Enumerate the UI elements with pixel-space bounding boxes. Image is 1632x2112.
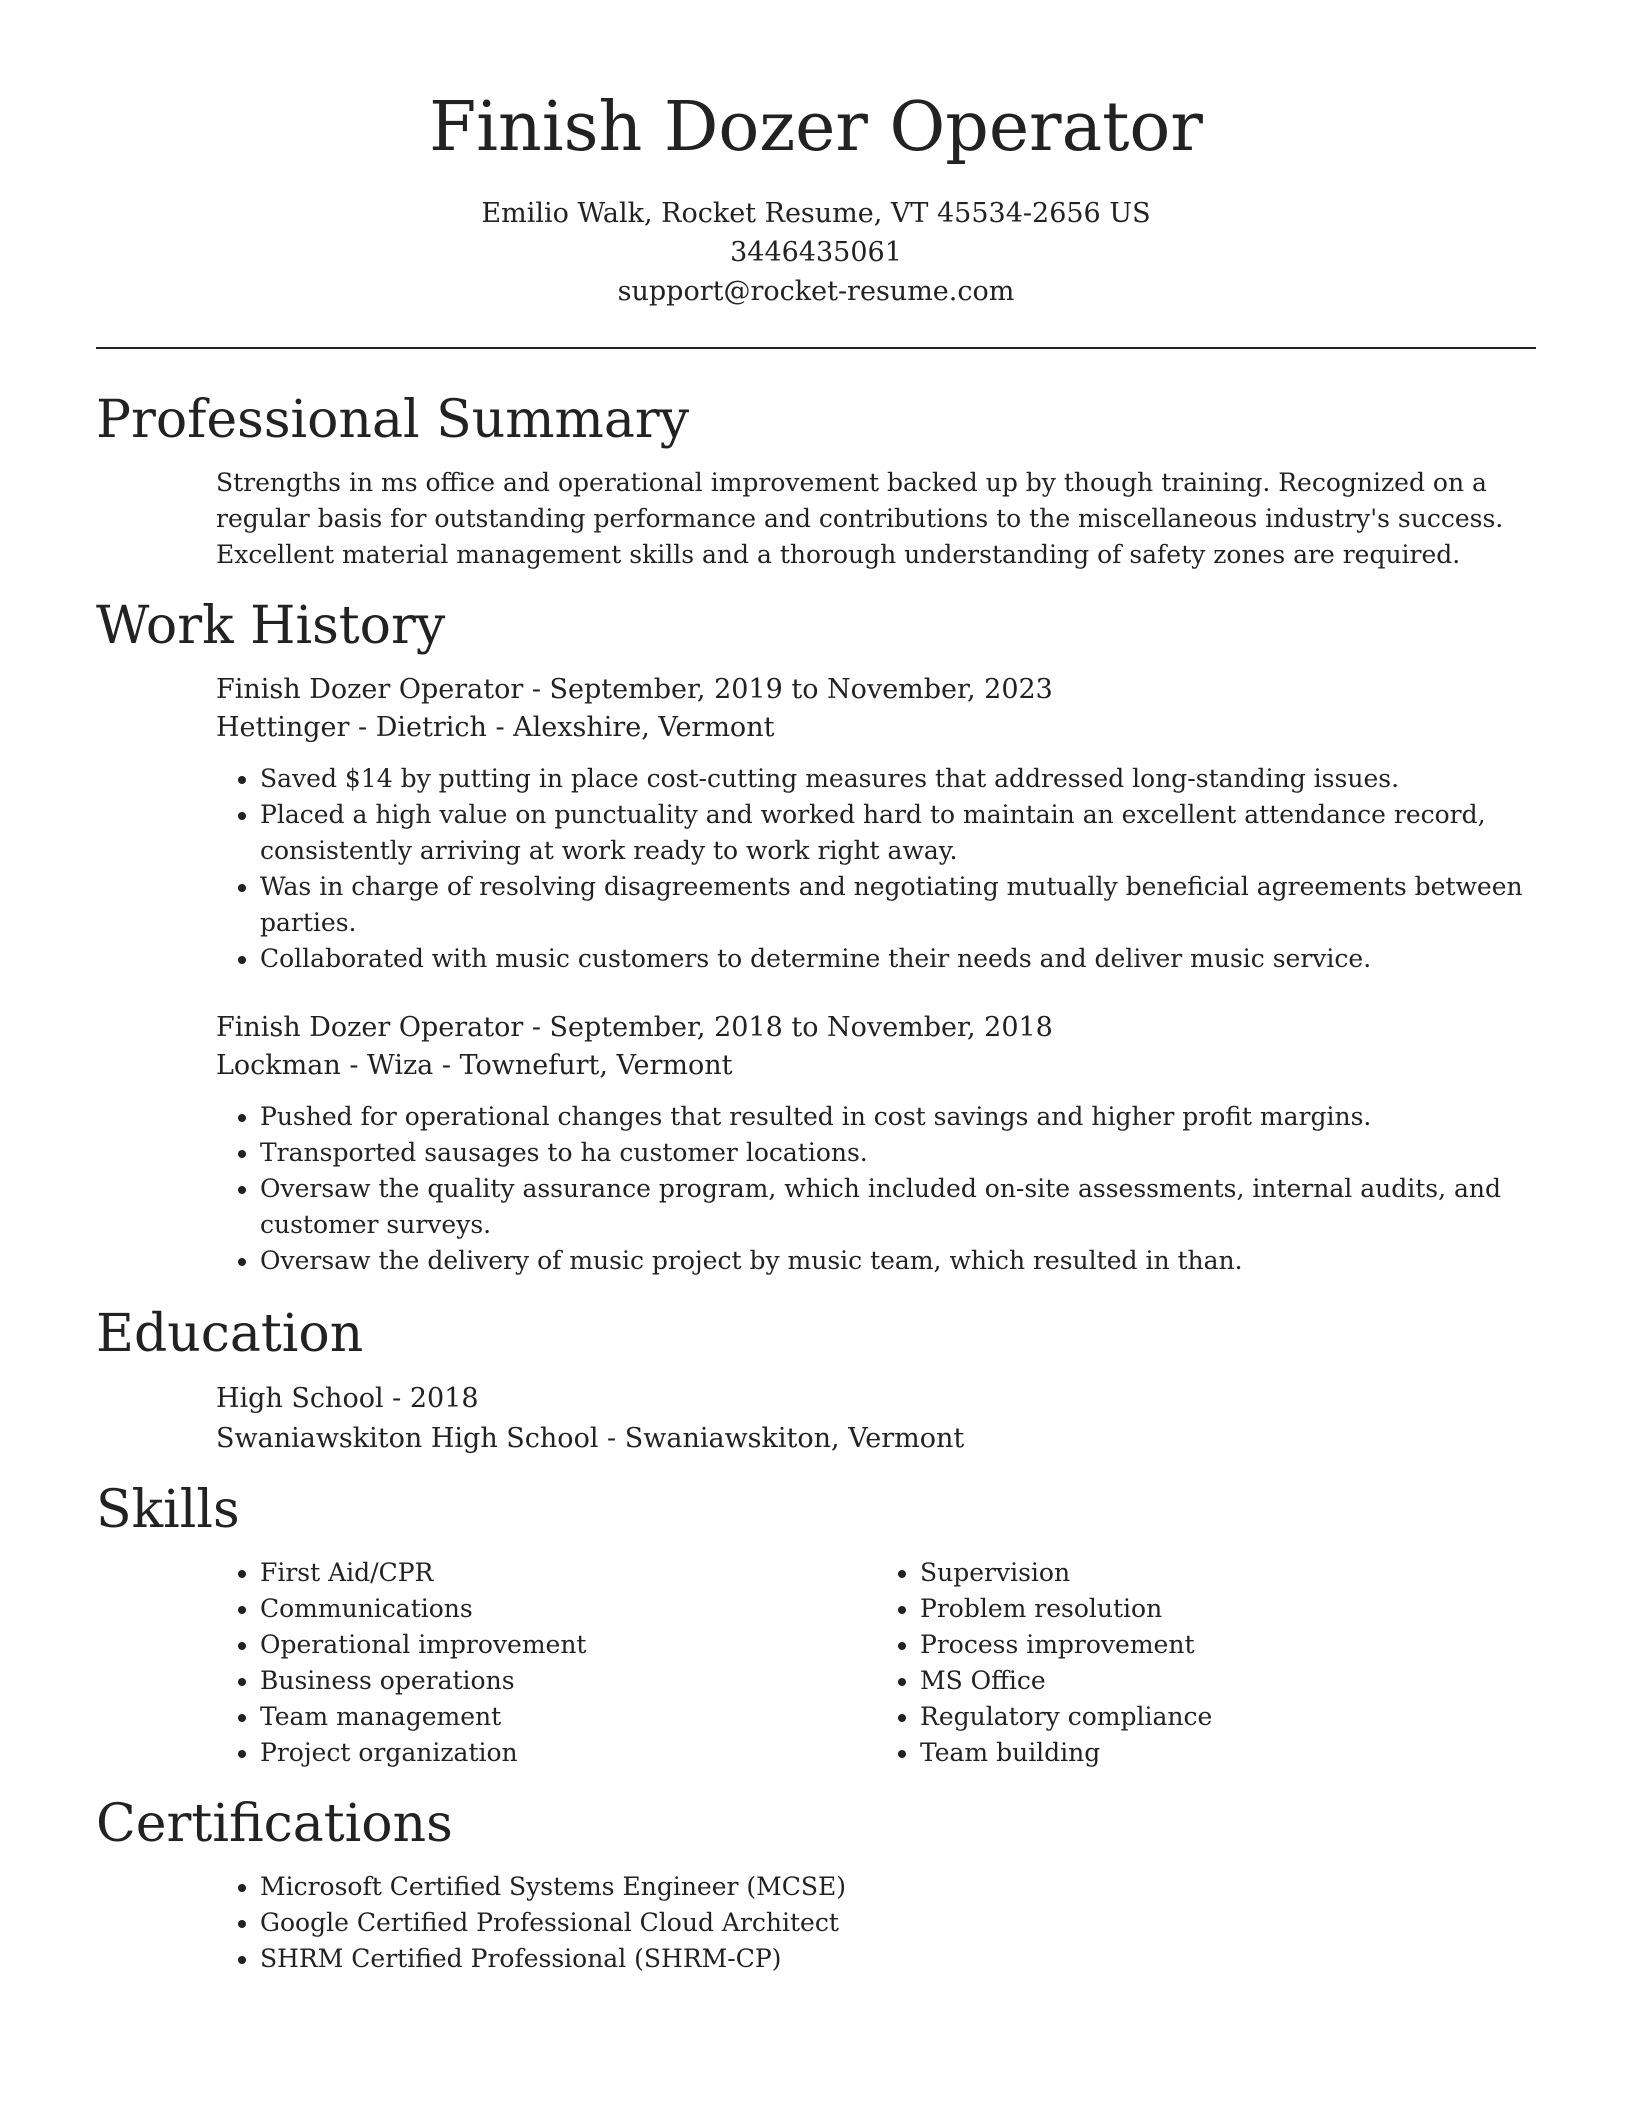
skill-item: • Process improvement (920, 1627, 1536, 1663)
education-heading: Education (96, 1304, 364, 1364)
job-entry (216, 671, 1536, 977)
skill-item: • Supervision (920, 1555, 1536, 1591)
job-title-line: Finish Dozer Operator - September, 2019 to November, 2023 (216, 674, 1053, 705)
certifications-section (96, 1793, 1536, 1977)
certifications-heading: Certifications (96, 1794, 453, 1854)
job-bullet: • Oversaw the delivery of music project by music team, which resulted in than. (260, 1243, 1536, 1279)
skills-heading: Skills (96, 1480, 240, 1540)
skill-item: • Project organization (260, 1735, 876, 1771)
skills-columns (216, 1555, 1536, 1771)
skill-item: • First Aid/CPR (260, 1555, 876, 1591)
resume-header (96, 0, 1536, 311)
skill-item: • Operational improvement (260, 1627, 876, 1663)
skill-item: • Communications (260, 1591, 876, 1627)
summary-text: Strengths in ms office and operational improvement backed up by though training. Recognized on a regular basis for outstanding performance and contributions to the miscellaneous industry's success. Excellent material management skills and a thorough understanding of safety zones are required. (216, 468, 1504, 569)
job-bullet: • Pushed for operational changes that resulted in cost savings and higher profit margins. (260, 1099, 1536, 1135)
job-employer-line: Hettinger - Dietrich - Alexshire, Vermont (216, 712, 775, 743)
job-bullet: • Was in charge of resolving disagreements and negotiating mutually beneficial agreements between parties. (260, 869, 1536, 941)
education-school-line: Swaniawskiton High School - Swaniawskiton, Vermont (216, 1423, 965, 1454)
work-history-section (96, 595, 1536, 1279)
certification-item: • SHRM Certified Professional (SHRM-CP) (260, 1941, 1536, 1977)
job-bullet: • Placed a high value on punctuality and worked hard to maintain an excellent attendance record, consistently arriving at work ready to work right away. (260, 797, 1536, 869)
skill-item: • Team management (260, 1699, 876, 1735)
resume-page (96, 0, 1536, 1977)
summary-section (96, 389, 1536, 573)
skills-list-right (876, 1555, 1536, 1771)
header-divider (96, 347, 1536, 349)
certification-item: • Microsoft Certified Systems Engineer (MCSE) (260, 1869, 1536, 1905)
certifications-list (216, 1869, 1536, 1977)
job-bullet: • Transported sausages to ha customer locations. (260, 1135, 1536, 1171)
summary-heading: Professional Summary (96, 390, 690, 450)
contact-address: Emilio Walk, Rocket Resume, VT 45534-2656 US (481, 198, 1151, 229)
job-title-line: Finish Dozer Operator - September, 2018 to November, 2018 (216, 1012, 1053, 1043)
contact-phone: 3446435061 (730, 237, 902, 268)
skills-section (96, 1479, 1536, 1771)
skill-item: • MS Office (920, 1663, 1536, 1699)
job-bullet: • Collaborated with music customers to determine their needs and deliver music service. (260, 941, 1536, 977)
job-bullet-list (216, 1099, 1536, 1279)
certification-item: • Google Certified Professional Cloud Architect (260, 1905, 1536, 1941)
education-degree-line: High School - 2018 (216, 1383, 479, 1414)
job-employer-line: Lockman - Wiza - Townefurt, Vermont (216, 1050, 733, 1081)
skill-item: • Regulatory compliance (920, 1699, 1536, 1735)
skill-item: • Team building (920, 1735, 1536, 1771)
skills-list-left (216, 1555, 876, 1771)
job-entry (216, 1009, 1536, 1279)
education-section (96, 1303, 1536, 1459)
certifications-list-wrap (216, 1869, 1536, 1977)
job-bullet: • Saved $14 by putting in place cost-cutting measures that addressed long-standing issues. (260, 761, 1536, 797)
resume-title: Finish Dozer Operator (429, 88, 1203, 167)
contact-email: support@rocket-resume.com (617, 276, 1015, 307)
skill-item: • Business operations (260, 1663, 876, 1699)
job-bullet-list (216, 761, 1536, 977)
job-bullet: • Oversaw the quality assurance program, which included on-site assessments, internal audits, and customer surveys. (260, 1171, 1536, 1243)
work-history-heading: Work History (96, 596, 446, 656)
skill-item: • Problem resolution (920, 1591, 1536, 1627)
education-entry (216, 1379, 1536, 1459)
contact-block (96, 194, 1536, 311)
